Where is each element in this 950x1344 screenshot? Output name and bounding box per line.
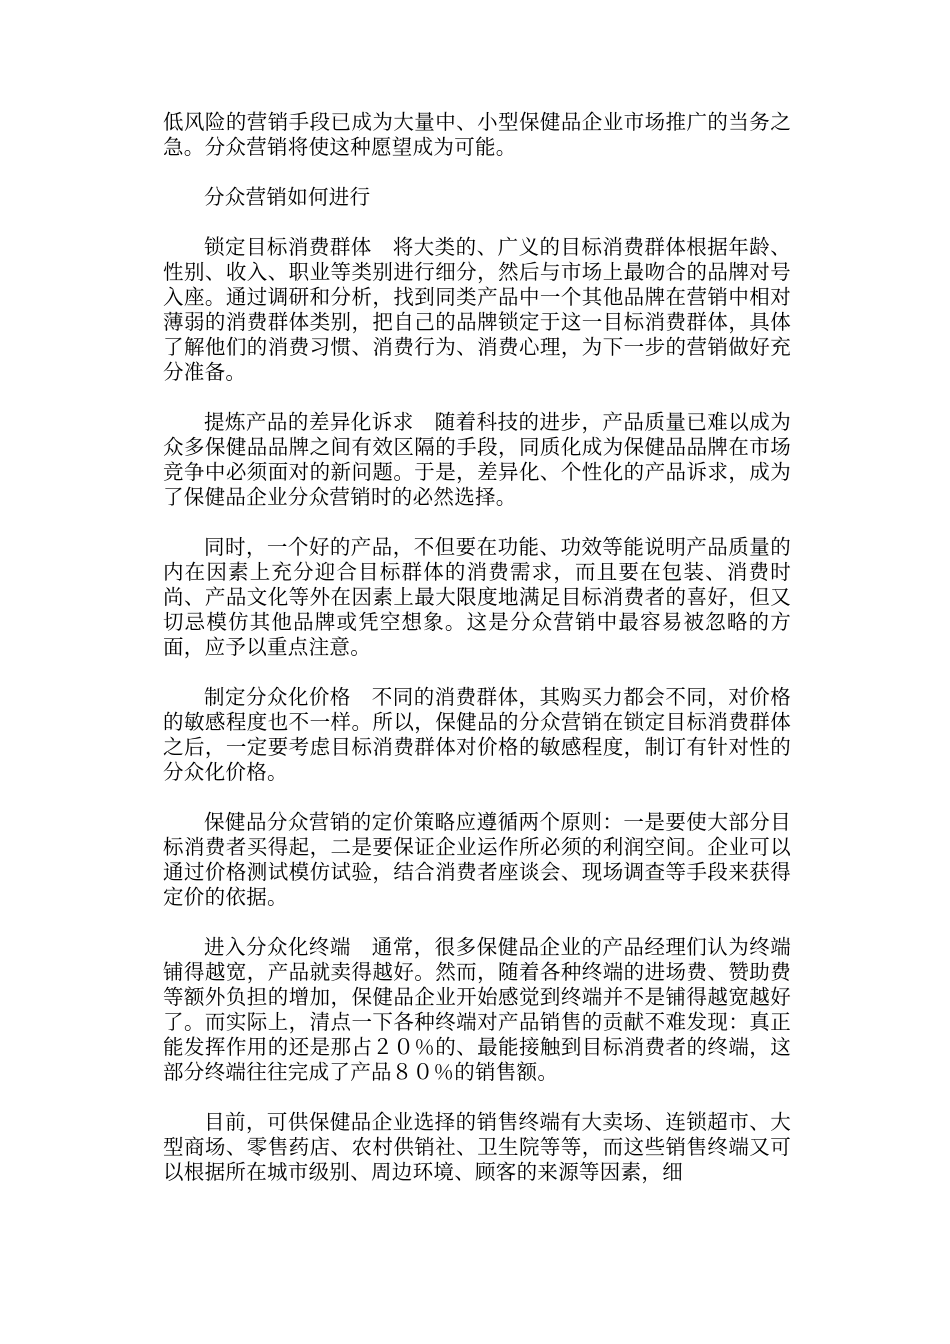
- paragraph-intro-continuation: 低风险的营销手段已成为大量中、小型保健品企业市场推广的当务之急。分众营销将使这种愿望成为可能。: [163, 110, 791, 159]
- paragraph-terminal-options: 目前，可供保健品企业选择的销售终端有大卖场、连锁超市、大型商场、零售药店、农村供销社、卫生院等等，而这些销售终端又可以根据所在城市级别、周边环境、顾客的来源等因素，细: [163, 1110, 791, 1184]
- document-body: [163, 110, 791, 1210]
- paragraph-pricing: 制定分众化价格 不同的消费群体，其购买力都会不同，对价格的敏感程度也不一样。所以，保健品的分众营销在锁定目标消费群体之后，一定要考虑目标消费群体对价格的敏感程度，制订有针对性的分众化价格。: [163, 685, 791, 784]
- paragraph-differentiation: 提炼产品的差异化诉求 随着科技的进步，产品质量已难以成为众多保健品品牌之间有效区隔的手段，同质化成为保健品品牌在市场竞争中必须面对的新问题。于是，差异化、个性化的产品诉求，成为了保健品企业分众营销时的必然选择。: [163, 410, 791, 509]
- paragraph-pricing-principles: 保健品分众营销的定价策略应遵循两个原则：一是要使大部分目标消费者买得起，二是要保证企业运作所必须的利润空间。企业可以通过价格测试模仿试验，结合消费者座谈会、现场调查等手段来获得定价的依据。: [163, 810, 791, 909]
- paragraph-product-quality: 同时，一个好的产品，不但要在功能、功效等能说明产品质量的内在因素上充分迎合目标群体的消费需求，而且要在包装、消费时尚、产品文化等外在因素上最大限度地满足目标消费者的喜好，但又切忌模仿其他品牌或凭空想象。这是分众营销中最容易被忽略的方面，应予以重点注意。: [163, 535, 791, 659]
- paragraph-target-group: 锁定目标消费群体 将大类的、广义的目标消费群体根据年龄、性别、收入、职业等类别进行细分，然后与市场上最吻合的品牌对号入座。通过调研和分析，找到同类产品中一个其他品牌在营销中相对薄弱的消费群体类别，把自己的品牌锁定于这一目标消费群体，具体了解他们的消费习惯、消费行为、消费心理，为下一步的营销做好充分准备。: [163, 235, 791, 384]
- section-heading: 分众营销如何进行: [204, 185, 371, 209]
- paragraph-terminals: 进入分众化终端 通常，很多保健品企业的产品经理们认为终端铺得越宽，产品就卖得越好。然而，随着各种终端的进场费、赞助费等额外负担的增加，保健品企业开始感觉到终端并不是铺得越宽越好了。而实际上，清点一下各种终端对产品销售的贡献不难发现：真正能发挥作用的还是那占２０％的、最能接触到目标消费者的终端，这部分终端往往完成了产品８０％的销售额。: [163, 935, 791, 1084]
